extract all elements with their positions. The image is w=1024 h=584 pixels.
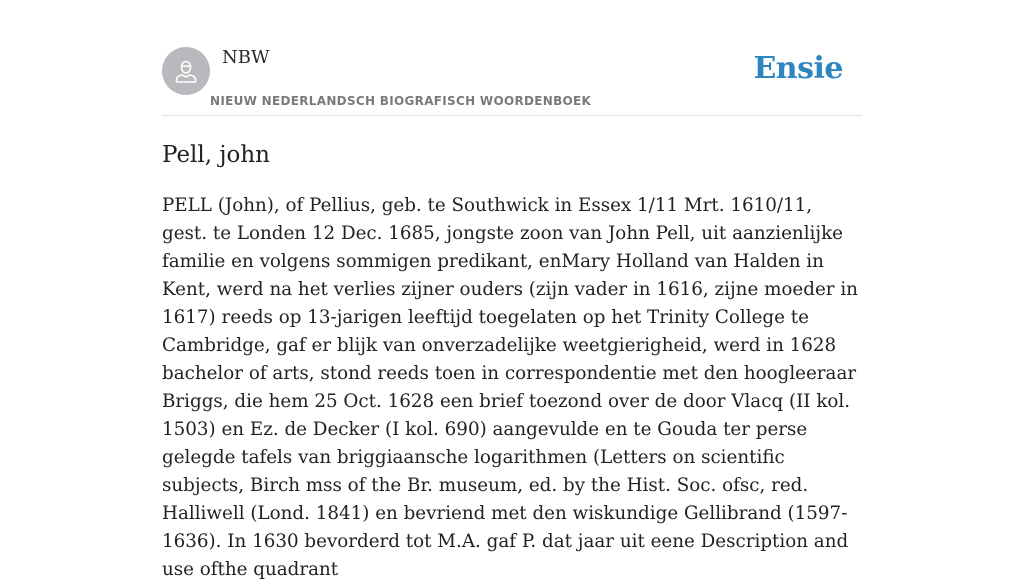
source-avatar[interactable] xyxy=(162,47,210,95)
ensie-logo[interactable]: Ensie xyxy=(753,51,843,86)
article-title: Pell, john xyxy=(162,142,270,168)
article-body: PELL (John), of Pellius, geb. te Southwick in Essex 1/11 Mrt. 1610/11, gest. te Londen 12 Dec. 1685, jongste zoon van John Pell, uit aanzienlijke familie en volgens sommigen predikant, enMary Holland van Halden in Kent, werd na het verlies zijner ouders (zijn vader in 1616, zijne moeder in 1617) reeds op 13-jarigen leeftijd toegelaten op het Trinity College te Cambridge, gaf er blijk van onverzadelijke weetgierigheid, werd in 1628 bachelor of arts, stond reeds toen in correspondentie met den hoogleeraar Briggs, die hem 25 Oct. 1628 een brief toezond over de door Vlacq (II kol. 1503) en Ez. de Decker (I kol. 690) aangevulde en te Gouda ter perse gelegde tafels van briggiaansche logarithmen (Letters on scientific subjects, Birch mss of the Br. museum, ed. by the Hist. Soc. ofsc, red. Halliwell (Lond. 1841) en bevriend met den wiskundige Gellibrand (1597-1636). In 1630 bevorderd tot M.A. gaf P. dat jaar uit eene Description and use ofthe quadrant xyxy=(162,195,858,580)
source-header xyxy=(162,0,862,116)
user-icon xyxy=(172,57,200,85)
source-name-link[interactable]: NBW xyxy=(222,47,270,68)
source-full-name: NIEUW NEDERLANDSCH BIOGRAFISCH WOORDENBOEK xyxy=(210,94,592,108)
page-container xyxy=(162,0,862,580)
